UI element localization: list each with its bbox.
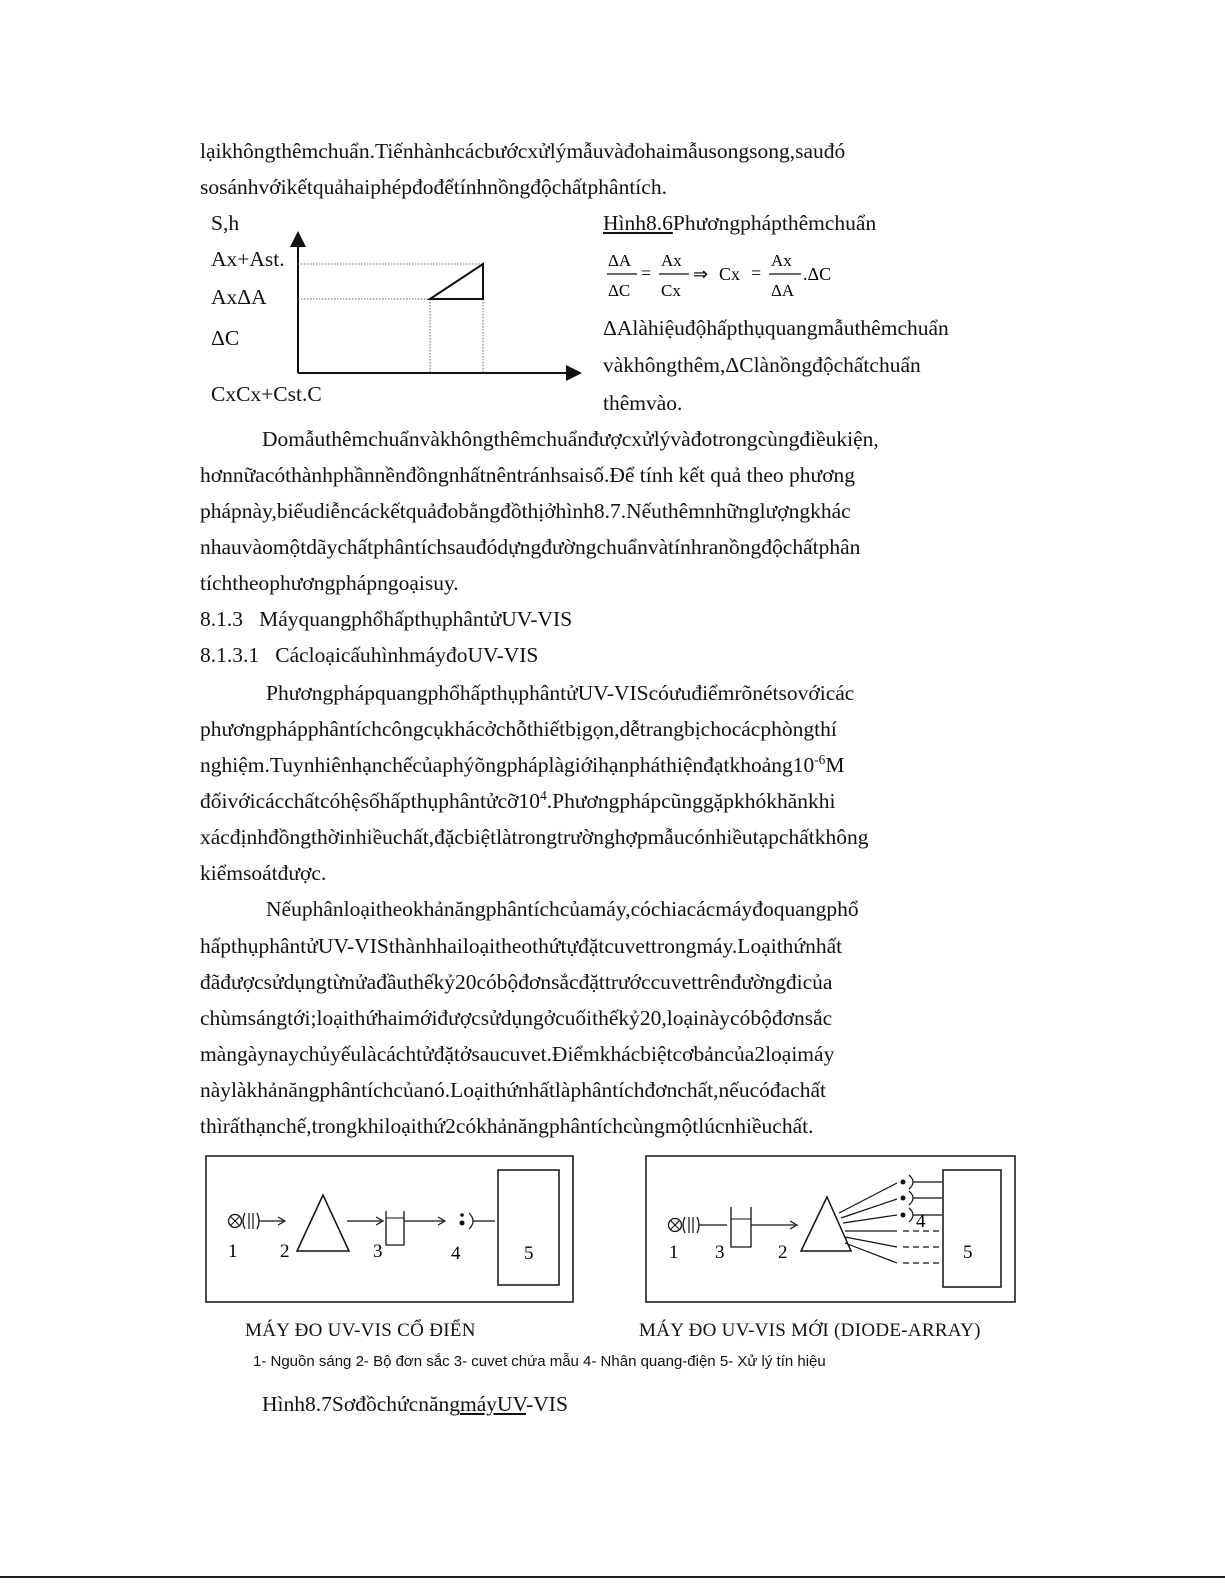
- formula-rhs-tail: .ΔC: [803, 264, 832, 284]
- superscript: -6: [814, 751, 826, 767]
- text-line: chùmsángtới;loạithứhaimớiđượcsửdụngởcuốithếkỷ20,loạinàycóbộđơnsắc: [200, 1006, 833, 1030]
- text-line: thìrấthạnchế,trongkhiloạithứ2cókhảnăngphântíchcùngmộtlúcnhiềuchất.: [200, 1114, 814, 1138]
- y-axis-label: S,h: [211, 211, 240, 235]
- formula-lhs-num: ΔA: [608, 251, 632, 270]
- formula-rhs-left: Cx: [719, 264, 741, 284]
- text-line: hơnnữacóthànhphầnnềnđồngnhấtnêntránhsaisố.Để tính kết quả theo phương: [200, 463, 856, 487]
- text-line: tíchtheophươngphápngoạisuy.: [200, 571, 459, 595]
- text-line: phươngphápphântíchcôngcụkhácởchỗthiếtbịgọn,dễtrangbịchocácphòngthí: [200, 717, 837, 741]
- page-bottom-rule: [0, 1576, 1225, 1578]
- label-2: 2: [280, 1241, 290, 1262]
- figure-8-6-desc: ΔAlàhiệuđộhấpthụquangmẫuthêmchuẩn: [603, 316, 949, 340]
- figure-8-6-caption: [603, 205, 876, 241]
- label-5: 5: [524, 1243, 534, 1264]
- detector-icon: [460, 1213, 496, 1229]
- section-heading: 8.1.3 MáyquangphổhấpthụphântửUV-VIS: [200, 607, 573, 631]
- signal-processor-icon: [943, 1170, 1001, 1287]
- figure-8-6-desc: thêmvào.: [603, 391, 683, 415]
- formula-mid-den: Cx: [661, 281, 681, 300]
- formula: [605, 247, 845, 303]
- diagram-classic-caption: MÁY ĐO UV-VIS CỔ ĐIỂN: [245, 1320, 476, 1341]
- text-line: nàylàkhảnăngphântíchcủanó.Loạithứnhấtlàphântíchđơnchất,nếucóđachất: [200, 1078, 826, 1102]
- label-3: 3: [373, 1241, 383, 1262]
- diagram-new-caption: MÁY ĐO UV-VIS MỚI (DIODE-ARRAY): [639, 1320, 981, 1341]
- text-line: kiểmsoátđược.: [200, 861, 327, 885]
- text-line: sosánhvớikếtquảhaiphépđođểtínhnồngđộchấtphântích.: [200, 175, 667, 199]
- formula-rhs-den: ΔA: [771, 281, 795, 300]
- formula-lhs-den: ΔC: [608, 281, 631, 300]
- diagram-classic: [205, 1155, 575, 1305]
- label-ax-delta-a: AxΔA: [211, 285, 267, 309]
- text-line: đãđượcsửdụngtừnửađầuthếkỷ20cóbộđơnsắcđặttrướccuvettrênđườngđicủa: [200, 970, 833, 994]
- figure-8-6-desc: vàkhôngthêm,ΔClànồngđộchấtchuẩn: [603, 353, 921, 377]
- diagram-diode-array: [645, 1155, 1017, 1305]
- x-axis-label: CxCx+Cst.C: [211, 382, 322, 406]
- light-source-icon: [229, 1213, 260, 1229]
- text-line: màngàynaychủyếulàcáchtửđặtởsaucuvet.Điểmkhácbiệtcơbảncủa2loạimáy: [200, 1042, 835, 1066]
- label-4: 4: [451, 1243, 461, 1264]
- signal-processor-icon: [498, 1170, 559, 1285]
- cuvette-icon: [731, 1207, 751, 1247]
- text-line: phápnày,biểudiễncáckếtquảđobằngđồthịởhình8.7.Nếuthêmnhữnglượngkhác: [200, 499, 851, 523]
- label-1: 1: [669, 1242, 679, 1263]
- label-4: 4: [916, 1211, 926, 1232]
- equals-sign: =: [751, 263, 762, 283]
- text-line: nhauvàomộtdãychấtphântíchsauđódựngđườngchuẩnvàtínhranồngđộchấtphân: [200, 535, 861, 559]
- equals-sign: =: [641, 263, 652, 283]
- formula-mid-num: Ax: [661, 251, 682, 270]
- text-line: PhươngphápquangphổhấpthụphântửUV-VIScóưuđiểmrõnétsovớicác: [266, 681, 855, 705]
- superscript: 4: [540, 787, 547, 803]
- delta-triangle: [430, 264, 483, 299]
- label-ax-ast: Ax+Ast.: [211, 247, 285, 271]
- label-3: 3: [715, 1242, 725, 1263]
- text-line: Domẫuthêmchuẩnvàkhôngthêmchuẩnđượcxửlývàđotrongcùngđiềukiện,: [262, 427, 879, 451]
- implies-arrow: ⇒: [693, 264, 709, 284]
- figure-8-7-caption: Hình8.7SơđồchứcnăngmáyUV-VIS: [262, 1392, 568, 1416]
- cuvette-icon: [386, 1211, 404, 1245]
- text-line: $nghiệm.Tuynhiênhạnchếcủaphýõngpháplàgiớihạnpháthiệnđạtkhoảng10^{-6}M$: [200, 751, 845, 777]
- text-line: hấpthụphântửUV-VISthànhhailoạitheothứtựđặtcuvettrongmáy.Loạithứnhất: [200, 934, 843, 958]
- monochromator-icon: [297, 1195, 349, 1251]
- text-line: $đốivớicácchấtcóhệsốhấpthụphântửcỡ10^4.Phươngphápcũnggặpkhókhănkhi$: [200, 787, 836, 813]
- light-source-icon: [669, 1217, 700, 1233]
- text-line: Nếuphânloạitheokhảnăngphântíchcủamáy,cóchiacácmáyđoquangphổ: [266, 897, 859, 921]
- figure-number: Hình8.6: [603, 211, 673, 235]
- label-delta-c: ΔC: [211, 326, 240, 350]
- label-2: 2: [778, 1242, 788, 1263]
- subsection-heading: 8.1.3.1 CácloạicấuhìnhmáyđoUV-VIS: [200, 643, 539, 667]
- text-line: lạikhôngthêmchuẩn.Tiếnhànhcácbướcxửlýmẫuvàđohaimẫusongsong,sauđó: [200, 139, 846, 163]
- text-line: xácđịnhđồngthờinhiềuchất,đặcbiệtlàtrongtrườnghợpmẫucónhiềutạpchấtkhông: [200, 825, 869, 849]
- diagram-legend: 1- Nguồn sáng 2- Bộ đơn sắc 3- cuvet chứa mẫu 4- Nhân quang-điện 5- Xử lý tín hiệu: [253, 1353, 826, 1370]
- label-1: 1: [228, 1241, 238, 1262]
- monochromator-icon: [801, 1197, 851, 1251]
- figure-title: Phươngphápthêmchuẩn: [672, 211, 877, 235]
- formula-rhs-num: Ax: [771, 251, 792, 270]
- label-5: 5: [963, 1242, 973, 1263]
